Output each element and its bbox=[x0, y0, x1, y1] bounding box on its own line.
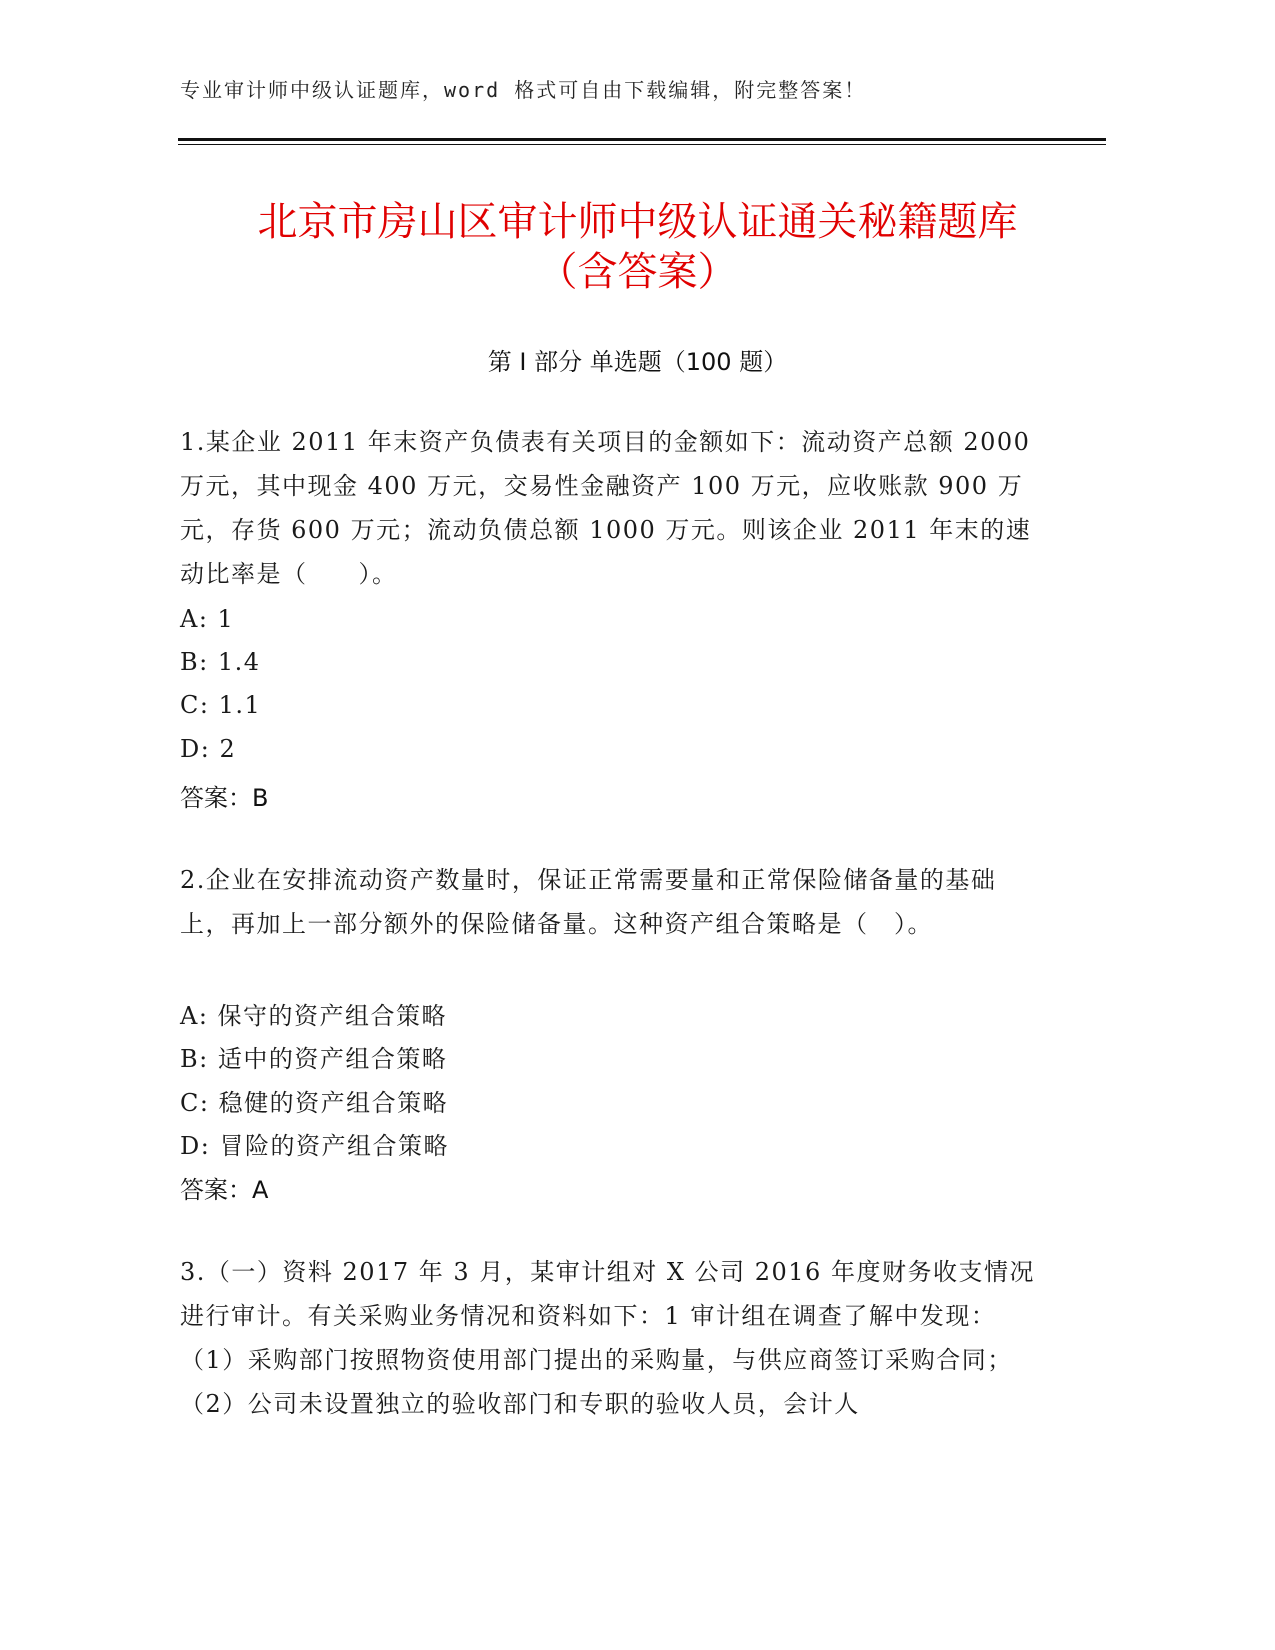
section-heading: 第 I 部分 单选题（100 题） bbox=[487, 348, 788, 376]
document-title: 北京市房山区审计师中级认证通关秘籍题库 bbox=[257, 199, 1018, 245]
question-1-option-a: A: 1 bbox=[180, 605, 235, 633]
question-2-option-c: C: 稳健的资产组合策略 bbox=[180, 1089, 449, 1117]
question-3-text: 3.（一）资料 2017 年 3 月，某审计组对 X 公司 2016 年度财务收支情况进行审计。有关采购业务情况和资料如下：1 审计组在调查了解中发现：（1）采购部门按照物资使用部门提出的采购量，与供应商签订采购合同；（2）公司未设置独立的验收部门和专职的验收人员，会计人 bbox=[180, 1258, 1035, 1418]
question-2-text: 2.企业在安排流动资产数量时，保证正常需要量和正常保险储备量的基础上，再加上一部分额外的保险储备量。这种资产组合策略是（ ）。 bbox=[180, 866, 997, 938]
question-2-option-b: B: 适中的资产组合策略 bbox=[180, 1045, 448, 1073]
document-title-suffix: （含答案） bbox=[537, 249, 738, 295]
question-1-option-c: C: 1.1 bbox=[180, 691, 262, 719]
question-1-text: 1.某企业 2011 年末资产负债表有关项目的金额如下：流动资产总额 2000 万元，其中现金 400 万元，交易性金融资产 100 万元，应收账款 900 万元，存货 600 万元；流动负债总额 1000 万元。则该企业 2011 年末的速动比率是（ ）。 bbox=[180, 428, 1032, 588]
header-note: 专业审计师中级认证题库，word 格式可自由下载编辑，附完整答案！ bbox=[180, 78, 867, 102]
question-1-answer: 答案：B bbox=[180, 784, 269, 812]
header-divider-thin bbox=[178, 144, 1106, 145]
question-1-option-b: B: 1.4 bbox=[180, 648, 261, 676]
question-2-option-d: D: 冒险的资产组合策略 bbox=[180, 1132, 449, 1160]
question-2-option-a: A: 保守的资产组合策略 bbox=[180, 1002, 448, 1030]
question-2-answer: 答案：A bbox=[180, 1176, 269, 1204]
header-divider bbox=[178, 138, 1106, 141]
question-1-option-d: D: 2 bbox=[180, 735, 237, 763]
